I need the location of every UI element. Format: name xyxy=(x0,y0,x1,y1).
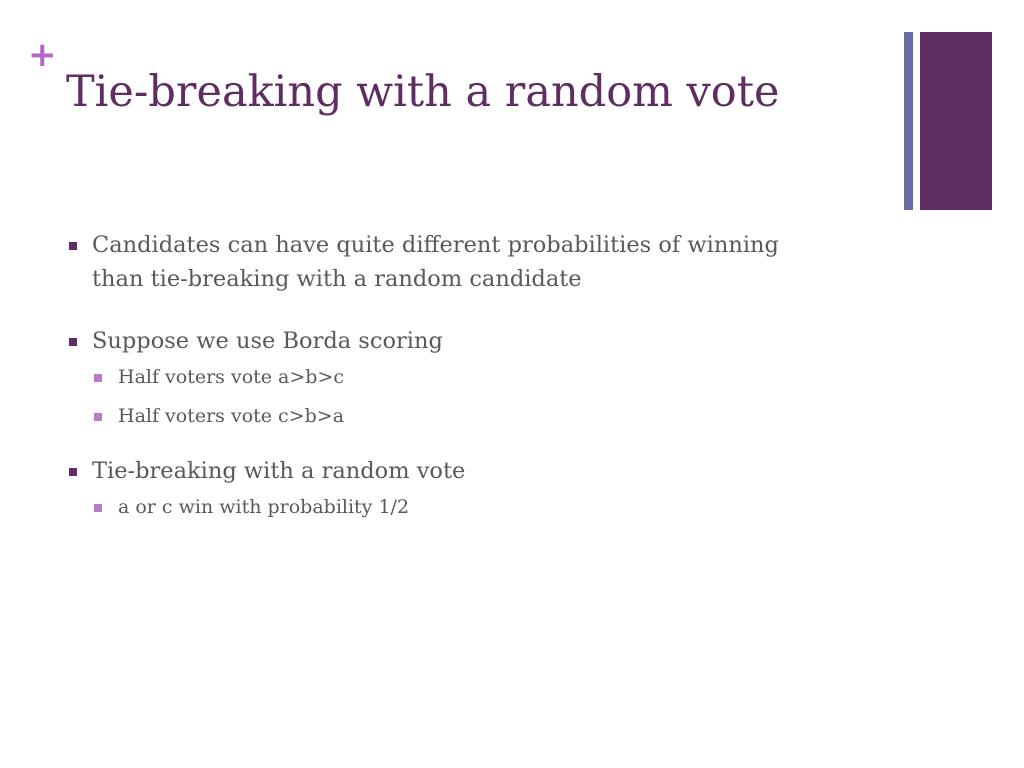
spacer xyxy=(66,436,886,454)
square-bullet-icon xyxy=(69,338,77,346)
sub-bullet-item xyxy=(66,397,886,436)
sub-bullet-item xyxy=(66,488,886,527)
bullet-text: Suppose we use Borda scoring xyxy=(92,328,443,354)
square-sub-bullet-icon xyxy=(94,374,102,382)
spacer xyxy=(66,296,886,324)
bullet-item-borda xyxy=(66,324,886,358)
decorative-thin-bar xyxy=(904,32,913,210)
square-sub-bullet-icon xyxy=(94,413,102,421)
square-sub-bullet-icon xyxy=(94,504,102,512)
square-bullet-icon xyxy=(69,242,77,250)
plus-icon: + xyxy=(28,35,57,75)
bullet-text-line: than tie-breaking with a random candidate xyxy=(92,266,582,292)
sub-bullet-item xyxy=(66,358,886,397)
square-bullet-icon xyxy=(69,468,77,476)
slide-title: Tie-breaking with a random vote xyxy=(66,67,780,117)
bullet-item-candidates xyxy=(66,228,886,296)
bullet-text-line: Candidates can have quite different probabilities of winning xyxy=(92,232,779,258)
bullet-list xyxy=(66,228,886,527)
bullet-text: Tie-breaking with a random vote xyxy=(92,458,466,484)
bullet-item-random-vote xyxy=(66,454,886,488)
decorative-thick-bar xyxy=(920,32,992,210)
sub-bullet-text: Half voters vote c>b>a xyxy=(118,405,345,427)
sub-bullet-text: Half voters vote a>b>c xyxy=(118,366,345,388)
sub-bullet-text: a or c win with probability 1/2 xyxy=(118,496,410,518)
